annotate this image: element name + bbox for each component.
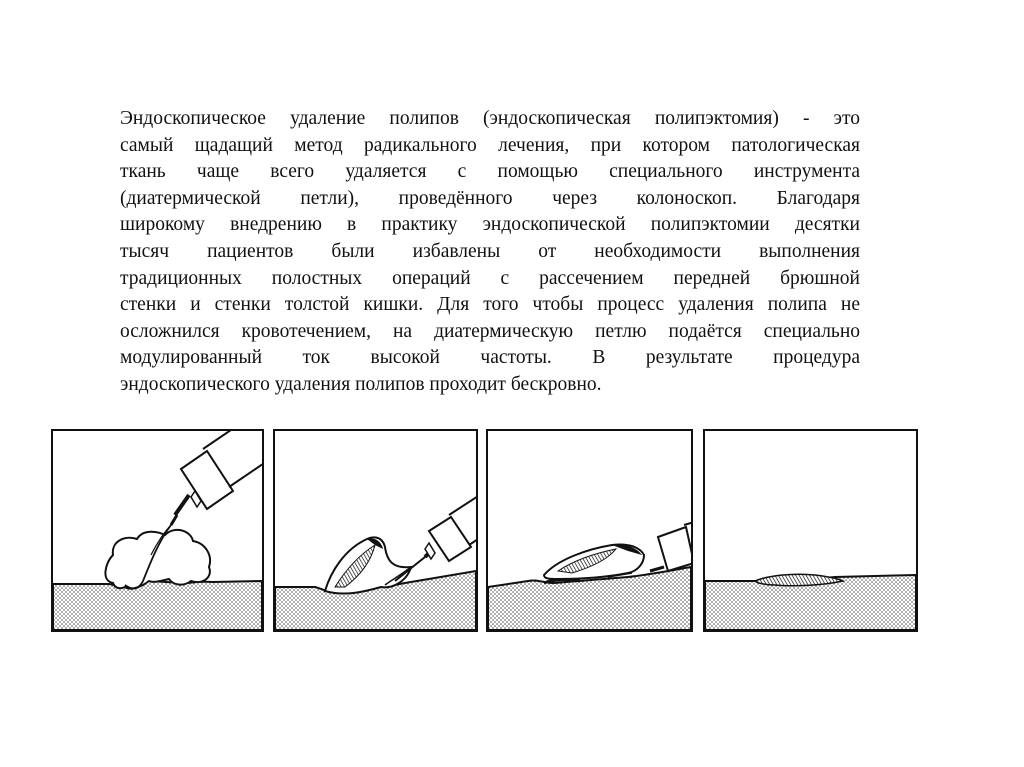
paragraph-line: ткань чаще всего удаляется с помощью специального инструмента	[120, 161, 860, 183]
endoscope-tip	[650, 515, 691, 571]
paragraph-line: тысяч пациентов были избавлены от необходимости выполнения	[120, 240, 860, 262]
paragraph-line: широкому внедрению в практику эндоскопической полипэктомии десятки	[120, 214, 860, 236]
paragraph-line: Эндоскопическое удаление полипов (эндоскопическая полипэктомия) - это	[120, 108, 860, 129]
paragraph-line: стенки и стенки толстой кишки. Для того чтобы процесс удаления полипа не	[120, 294, 860, 316]
polyp	[105, 530, 210, 589]
resection-scar	[755, 574, 843, 586]
paragraph-line: эндоскопического удаления полипов проходит бескровно.	[120, 373, 602, 395]
paragraph-line: модулированный ток высокой частоты. В результате процедура	[120, 347, 860, 369]
panel-polyp-excision	[273, 429, 478, 632]
paragraph-line: осложнился кровотечением, на диатермическую петлю подаётся специально	[120, 320, 860, 342]
paragraph-line: (диатермической петли), проведённого через колоноскоп. Благодаря	[120, 187, 860, 209]
endoscope-tip	[175, 431, 262, 515]
paragraph-line: самый щадащий метод радикального лечения, при котором патологическая	[120, 134, 860, 156]
panel-resection-site	[703, 429, 918, 632]
panel-polyp-detached	[486, 429, 693, 632]
panel-snare-placement	[51, 429, 264, 632]
paragraph-line: традиционных полостных операций с рассечением передней брюшной	[120, 267, 860, 289]
endoscope-tip	[425, 485, 476, 561]
tissue-wall	[53, 581, 262, 630]
